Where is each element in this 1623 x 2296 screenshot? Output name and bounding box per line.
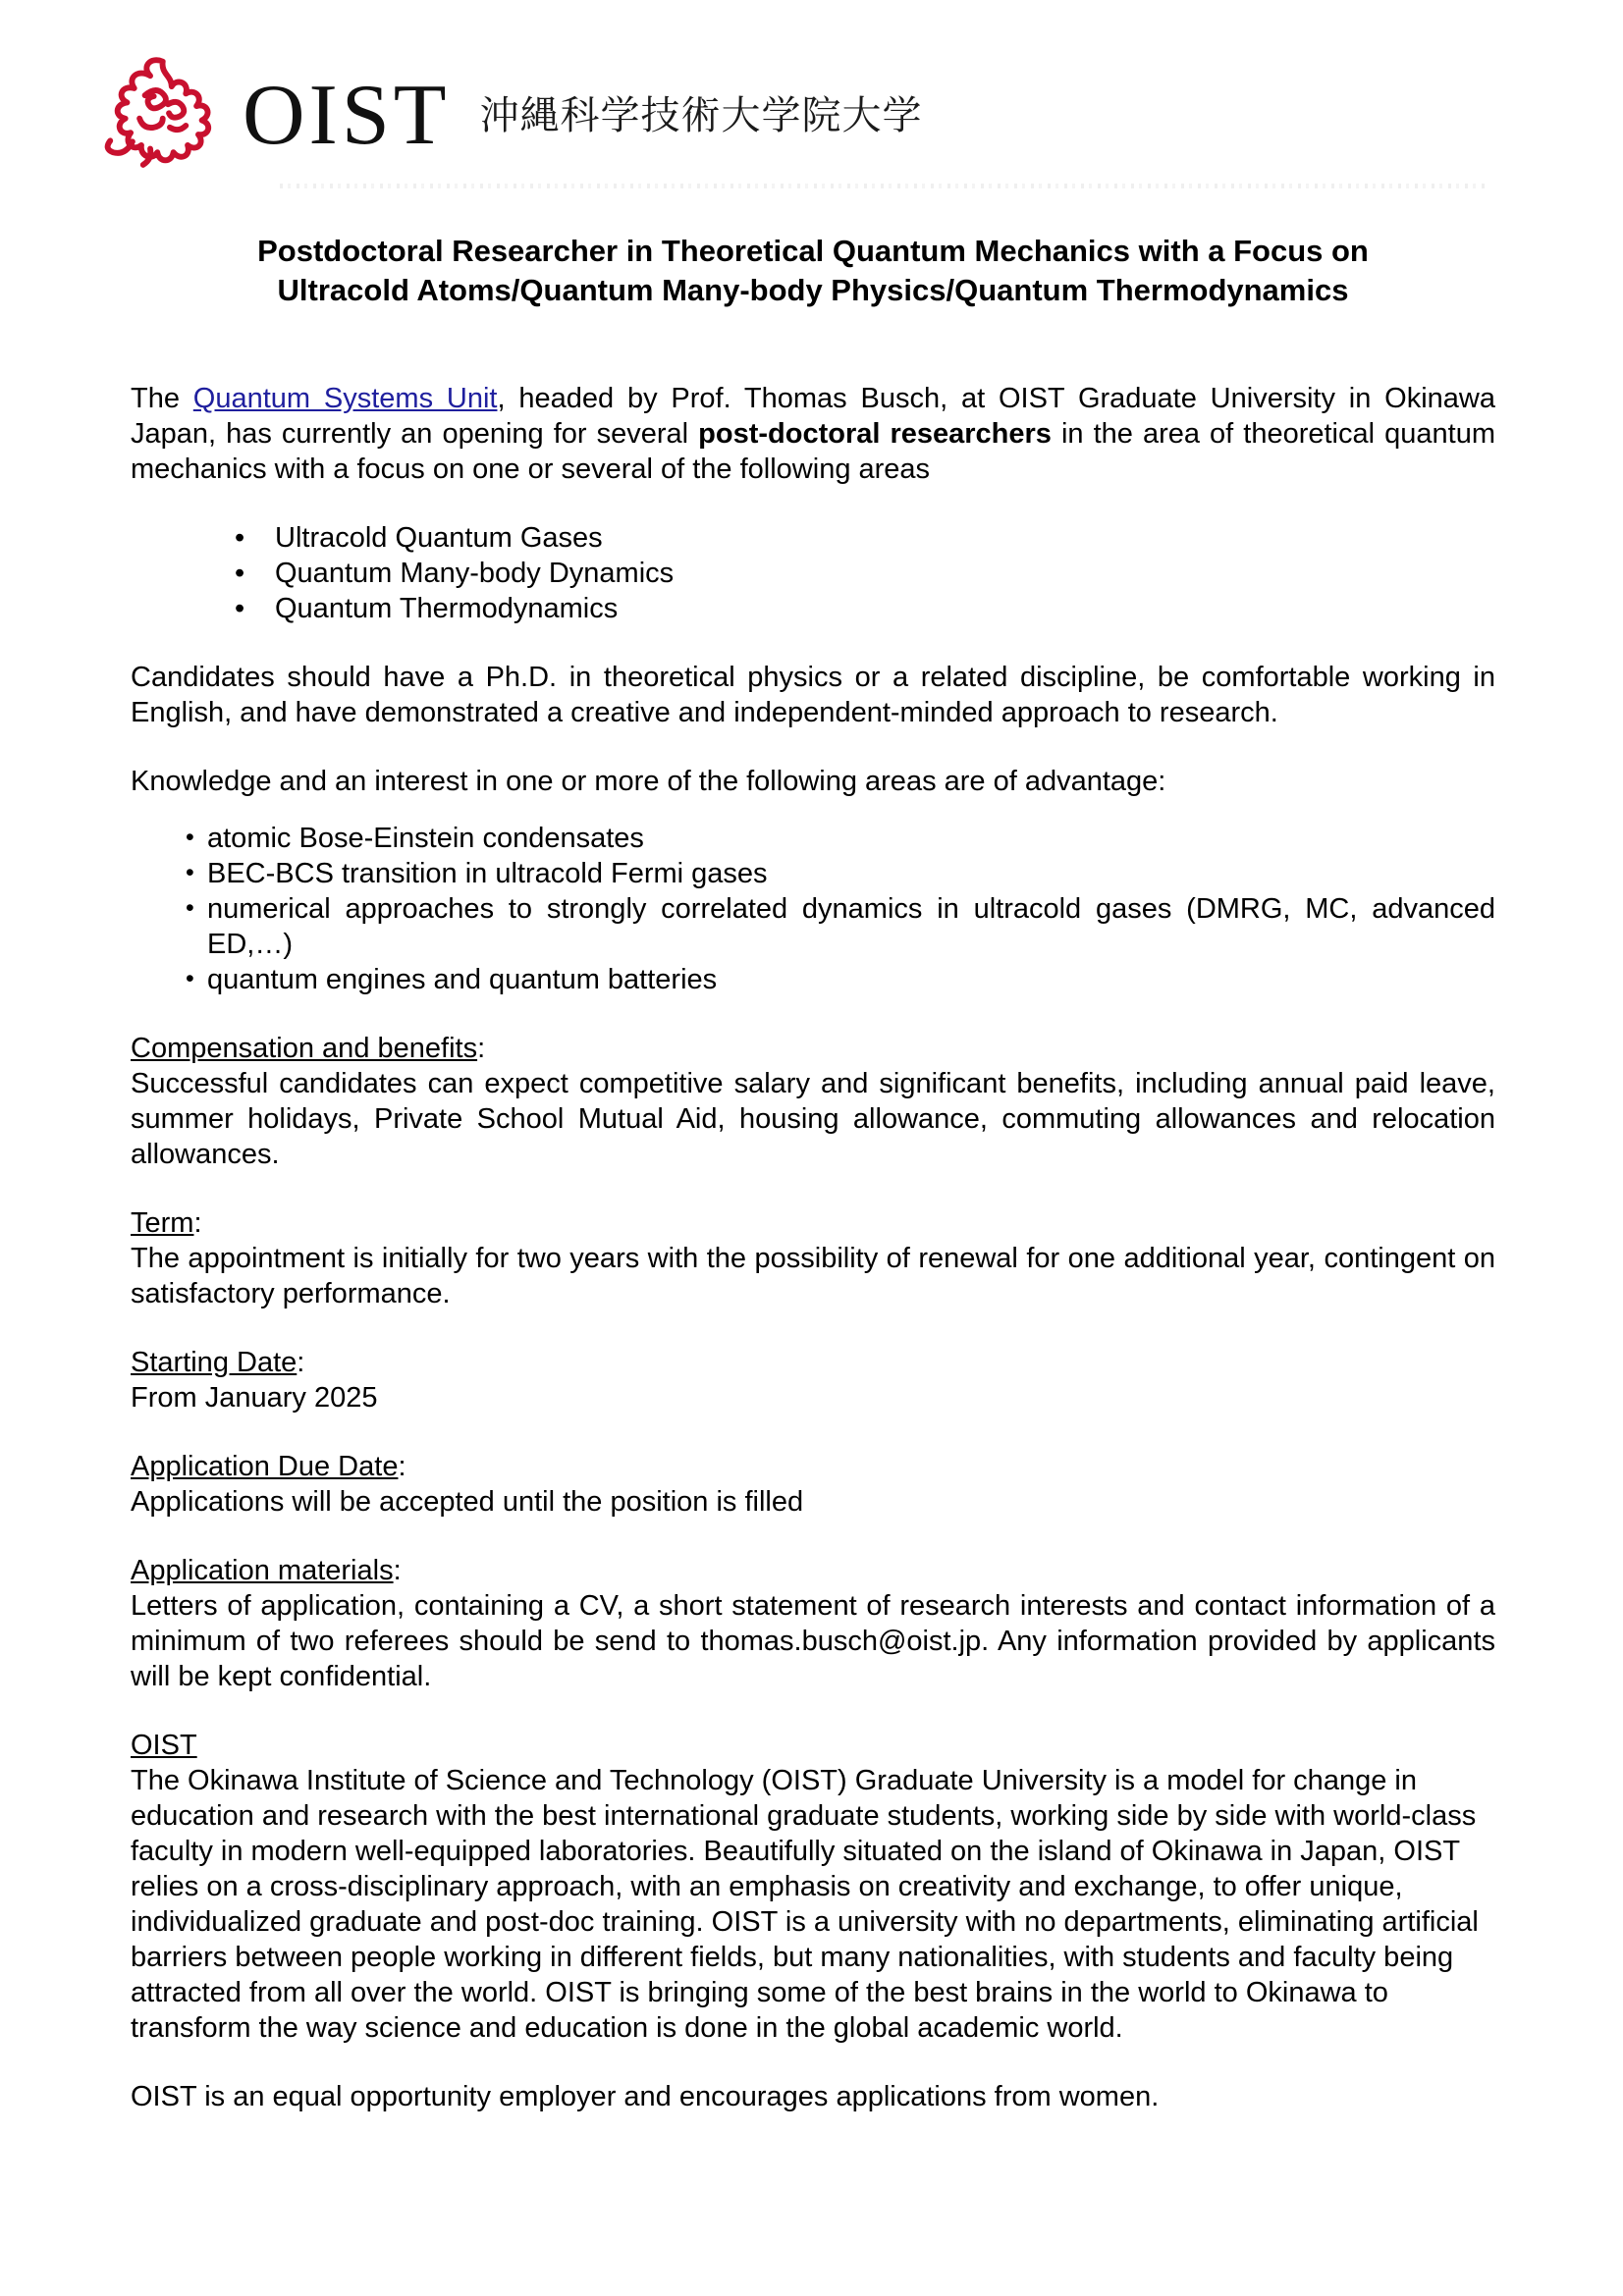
section-body: The appointment is initially for two years with the possibility of renewal for one additional year, contingent on satisfactory performance. (131, 1243, 1495, 1309)
intro-paragraph (131, 381, 1495, 487)
oist-logo (93, 51, 1623, 181)
section-heading (131, 1553, 1495, 1588)
section-heading-text: Application Due Date (131, 1451, 399, 1482)
section-heading-colon: : (393, 1555, 402, 1586)
page-title-line2: Ultracold Atoms/Quantum Many-body Physics/Quantum Thermodynamics (277, 273, 1349, 307)
focus-area-item: • Quantum Thermodynamics (131, 591, 1495, 626)
document-body (0, 232, 1623, 2114)
quantum-systems-unit-link[interactable]: Quantum Systems Unit (192, 383, 498, 414)
section-heading (131, 1728, 1495, 1763)
intro-post-bold-text: in the area of theoretical quantum mechanics with a focus on one or several of the following areas (131, 418, 1495, 485)
section-body: Successful candidates can expect competitive salary and significant benefits, including annual paid leave, summer holidays, Private School Mutual Aid, housing allowance, commuting allowances and relocation allowances. (131, 1068, 1495, 1170)
oist-japanese-name: 沖縄科学技術大学院大学 (479, 93, 923, 137)
section-heading-text: Term (131, 1207, 194, 1239)
section-heading (131, 1031, 1495, 1066)
oist-wordmark: OIST (243, 68, 451, 163)
page-title (131, 232, 1495, 310)
advantage-area-item: • atomic Bose-Einstein condensates (131, 821, 1495, 856)
advantage-area-item: • quantum engines and quantum batteries (131, 962, 1495, 997)
intro-pre-link-text: The (131, 383, 193, 414)
section-body: The Okinawa Institute of Science and Technology (OIST) Graduate University is a model for change in education and research with the best international graduate students, working side by side with world-class faculty in modern well-equipped laboratories. Beautifully situated on the island of Okinawa in Japan, OIST relies on a cross-disciplinary approach, with an emphasis on creativity and exchange, to offer unique, individualized graduate and post-doc training. OIST is a university with no departments, eliminating artificial barriers between people working in different fields, but many nationalities, with students and faculty being attracted from all over the world. OIST is bringing some of the best brains in the world to Okinawa to transform the way science and education is done in the global academic world. (131, 1765, 1479, 2044)
section-body: Letters of application, containing a CV, a short statement of research interests and contact information of a minimum of two referees should be send to thomas.busch@oist.jp. Any information provided by applicants will be kept confidential. (131, 1590, 1495, 1692)
section-application-materials (131, 1553, 1495, 1694)
closing-statement: OIST is an equal opportunity employer and encourages applications from women. (131, 2081, 1160, 2112)
section-heading-colon: : (193, 1207, 202, 1239)
knowledge-intro: Knowledge and an interest in one or more of the following areas are of advantage: (131, 766, 1166, 797)
section-heading-colon: : (477, 1033, 486, 1064)
shisa-emblem-icon (93, 49, 227, 183)
section-body: From January 2025 (131, 1382, 378, 1414)
section-heading (131, 1345, 1495, 1380)
section-heading-text: Application materials (131, 1555, 394, 1586)
page-title-line1: Postdoctoral Researcher in Theoretical Quantum Mechanics with a Focus on (257, 234, 1369, 268)
section-heading-text: OIST (131, 1730, 197, 1761)
section-application-due-date (131, 1449, 1495, 1520)
focus-area-item: • Ultracold Quantum Gases (131, 520, 1495, 556)
section-heading-text: Starting Date (131, 1347, 298, 1378)
advantage-area-item: • numerical approaches to strongly correlated dynamics in ultracold gases (DMRG, MC, advanced ED,…) (131, 891, 1495, 962)
section-oist (131, 1728, 1495, 2046)
advantage-area-item: • BEC-BCS transition in ultracold Fermi gases (131, 856, 1495, 891)
section-term (131, 1205, 1495, 1311)
candidates-paragraph: Candidates should have a Ph.D. in theoretical physics or a related discipline, be comfortable working in English, and have demonstrated a creative and independent-minded approach to research. (131, 662, 1495, 728)
focus-area-item: • Quantum Many-body Dynamics (131, 556, 1495, 591)
logo-cropped-subtext-remnant (280, 184, 1488, 188)
focus-areas-list (131, 520, 1495, 626)
section-body: Applications will be accepted until the position is filled (131, 1486, 804, 1518)
section-compensation (131, 1031, 1495, 1172)
section-heading-colon: : (297, 1347, 305, 1378)
section-heading-text: Compensation and benefits (131, 1033, 478, 1064)
section-heading-colon: : (398, 1451, 406, 1482)
section-starting-date (131, 1345, 1495, 1415)
section-heading (131, 1205, 1495, 1241)
advantage-areas-list (131, 821, 1495, 997)
section-heading (131, 1449, 1495, 1484)
intro-after-link-text: , headed by Prof. Thomas Busch, at OIST Graduate University in Okinawa Japan, has currently an opening for several (131, 383, 1496, 450)
intro-bold-text: post-doctoral researchers (698, 418, 1052, 450)
